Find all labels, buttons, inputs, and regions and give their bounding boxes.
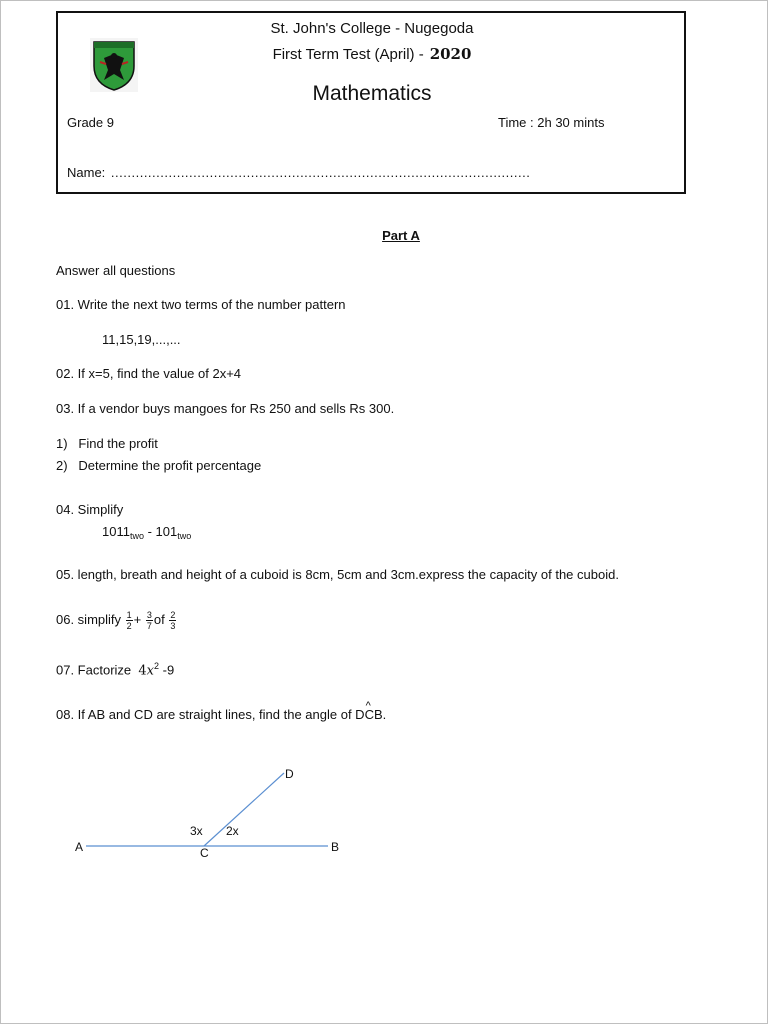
q7-rest: -9 (159, 662, 175, 678)
subject-title: Mathematics (312, 82, 432, 105)
label-a: A (75, 840, 84, 854)
label-angle-left: 3x (190, 824, 203, 838)
term-label: First Term Test (April) - (272, 46, 424, 63)
question-1: 01. Write the next two terms of the number pattern (56, 297, 346, 312)
question-5: 05. length, breath and height of a cuboid is 8cm, 5cm and 3cm.express the capacity of the cuboid. (56, 567, 619, 582)
label-d: D (285, 767, 294, 781)
binary-b: 101 (155, 524, 178, 539)
question-7 (56, 661, 174, 678)
name-field[interactable] (67, 165, 530, 180)
binary-b-base: two (177, 531, 192, 541)
question-8-suffix: B. (373, 707, 387, 722)
minus-sign: - (143, 524, 156, 539)
binary-a: 1011 (102, 524, 130, 539)
binary-a-base: two (129, 531, 144, 541)
fraction-2: $\frac{3}{7}$ (146, 610, 152, 631)
question-4: 04. Simplify (56, 502, 124, 517)
term-year: 2020 (429, 45, 472, 63)
question-1-pattern: 11,15,19,...,... (102, 332, 181, 347)
angle-vertex: C ^ (365, 707, 374, 722)
question-2: 02. If x=5, find the value of 2x+4 (56, 366, 242, 381)
angle-diagram (60, 760, 360, 870)
question-6 (56, 610, 177, 631)
fraction-3: $\frac{2}{3}$ (170, 610, 176, 631)
line-cd (204, 773, 284, 846)
term-title (56, 45, 688, 63)
of-word: of (153, 611, 165, 627)
question-6-prefix: 06. simplify (56, 611, 122, 627)
question-3: 03. If a vendor buys mangoes for Rs 250 and sells Rs 300. (56, 401, 395, 416)
time-label: Time : 2h 30 mints (498, 115, 605, 130)
question-4-expression (102, 524, 191, 541)
q7-variable: x (146, 663, 155, 679)
question-8 (56, 707, 386, 722)
q7-exponent: 2 (154, 661, 160, 671)
question-8-prefix: 08. If AB and CD are straight lines, find the angle of D (56, 707, 365, 722)
question-3-item-1: 1) Find the profit (56, 436, 158, 451)
label-angle-right: 2x (226, 824, 239, 838)
school-name: St. John's College - Nugegoda (270, 20, 474, 37)
part-title: Part A (382, 228, 420, 243)
instruction: Answer all questions (56, 263, 176, 278)
fraction-1: $\frac{1}{2}$ (126, 610, 132, 631)
plus-sign: + (133, 611, 142, 627)
q7-coefficient: 4 (138, 663, 147, 679)
name-dots: ...................................................................................................... (110, 165, 531, 180)
question-3-item-2: 2) Determine the profit percentage (56, 458, 262, 473)
name-label: Name: (67, 165, 106, 180)
label-c: C (200, 846, 209, 860)
question-7-prefix: 07. Factorize (56, 662, 132, 678)
label-b: B (331, 840, 340, 854)
grade-label: Grade 9 (67, 115, 114, 130)
